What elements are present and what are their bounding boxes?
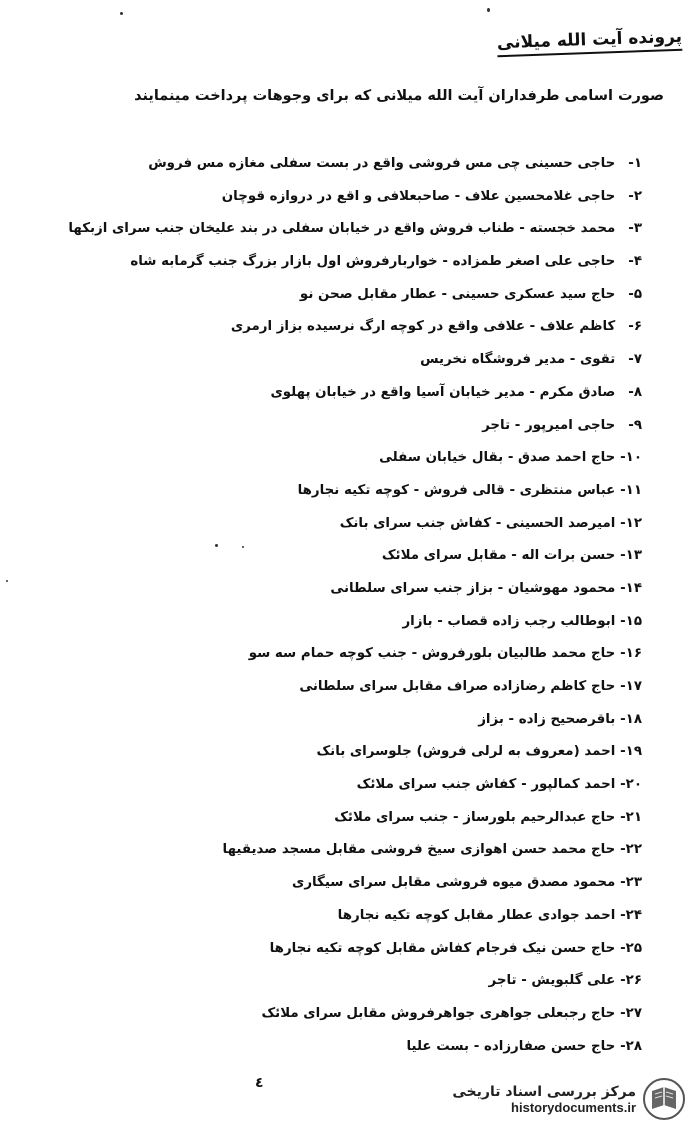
list-item [12,279,642,312]
list-item [12,377,642,410]
list-item [12,540,642,573]
list-item [12,573,642,606]
item-number: ۲۶- [620,973,642,989]
item-text: حاج حسن صفارزاده - بست علیا [406,1038,616,1054]
names-list [12,148,642,1063]
item-number: ۱۵- [620,613,642,629]
item-text: علی گلبویش - تاجر [488,973,616,989]
list-item [12,671,642,704]
document-heading: صورت اسامی طرفداران آیت الله میلانی که برای وجوهات پرداخت مینمایند [134,88,664,104]
item-text: حاجی حسینی چی مس فروشی واقع در بست سفلی مغازه مس فروش [148,156,616,171]
item-text: حاج احمد صدق - بقال خیابان سفلی [379,450,616,466]
list-item [12,900,642,933]
item-text: کاظم علاف - علافی واقع در کوچه ارگ نرسیده بزاز ارمری [230,319,616,335]
item-number: ۱۰- [620,450,642,466]
item-number: ۴- [628,254,642,270]
item-text: باقرصحیح زاده - بزاز [478,711,616,727]
list-item [12,998,642,1031]
item-number: ۳- [628,221,642,237]
item-number: ۱۴- [620,580,642,596]
item-text: حاج حسن نیک فرجام کفاش مقابل کوچه تکیه نجارها [269,940,616,956]
item-number: ۲۴- [620,907,642,923]
list-item [12,638,642,671]
list-item [12,410,642,443]
list-item [12,442,642,475]
item-text: حاج محمد طالبیان بلورفروش - جنب کوچه حمام سه سو [248,646,616,662]
item-text: صادق مکرم - مدیر خیابان آسیا واقع در خیابان پهلوی [270,384,616,400]
item-text: احمد کمالپور - کفاش جنب سرای ملائک [356,777,616,793]
watermark-title: مرکز بررسی اسناد تاریخی [452,1083,636,1100]
item-number: ۶- [628,319,642,335]
item-number: ۱۱- [620,482,642,498]
item-text: عباس منتظری - قالی فروش - کوچه تکیه نجارها [297,482,616,498]
list-item [12,148,642,181]
corner-note: پرونده آیت الله میلانی [496,27,682,57]
item-number: ۱۳- [620,548,642,564]
item-text: حاج رجبعلی جواهری جواهرفروش مقابل سرای ملائک [261,1005,616,1021]
item-text: حاجی غلامحسین علاف - صاحبعلافی و اقع در دروازه قوچان [221,188,616,204]
watermark [446,1073,692,1125]
scan-speck [487,8,490,12]
item-number: ۲۱- [620,809,642,825]
item-number: ۱- [628,156,642,171]
item-text: حسن برات اله - مقابل سرای ملائک [381,548,616,564]
list-item [12,704,642,737]
item-text: محمود مهوشیان - بزاز جنب سرای سلطانی [330,580,616,596]
scan-speck [120,12,123,15]
item-number: ۲۸- [620,1038,642,1054]
page-number: ٤ [255,1075,264,1091]
list-item [12,344,642,377]
item-number: ۱۷- [620,679,642,694]
item-number: ۲۵- [620,940,642,956]
list-item [12,736,642,769]
list-item [12,181,642,214]
item-number: ۲۰- [620,777,642,793]
list-item [12,965,642,998]
item-text: امیرصد الحسینی - کفاش جنب سرای بانک [339,515,616,531]
item-number: ۱۶- [620,646,642,662]
book-logo-icon [642,1077,686,1121]
list-item [12,1031,642,1064]
item-text: حاجی امیرپور - تاجر [482,417,616,433]
item-text: محمد خجسته - طناب فروش واقع در خیابان سفلی در بند علیخان جنب سرای ازبکها [68,221,616,237]
list-item [12,606,642,639]
item-number: ۱۲- [620,515,642,531]
item-text: حاج محمد حسن اهوازی سیخ فروشی مقابل مسجد صدیقیها [222,842,616,858]
item-number: ۲- [628,188,642,204]
item-number: ۲۷- [620,1005,642,1021]
item-number: ۱۹- [620,744,642,760]
scan-speck [6,580,8,582]
item-text: احمد (معروف به لرلی فروش) جلوسرای بانک [316,744,616,760]
item-number: ۷- [628,352,642,368]
item-text: حاج سید عسکری حسینی - عطار مقابل صحن نو [299,286,616,302]
list-item [12,508,642,541]
item-number: ۹- [628,417,642,433]
list-item [12,834,642,867]
item-number: ۵- [628,286,642,302]
list-item [12,802,642,835]
item-text: تقوی - مدیر فروشگاه نخریس [420,352,616,368]
list-item [12,867,642,900]
watermark-url: historydocuments.ir [511,1099,636,1115]
list-item [12,475,642,508]
item-text: حاجی علی اصغر طمزاده - خواربارفروش اول بازار بزرگ جنب گرمابه شاه [130,254,616,270]
list-item [12,769,642,802]
item-text: حاج عبدالرحیم بلورساز - جنب سرای ملائک [334,809,616,825]
item-number: ۸- [628,384,642,400]
item-text: حاج کاظم رضازاده صراف مقابل سرای سلطانی [299,679,616,694]
list-item [12,311,642,344]
item-text: احمد جوادی عطار مقابل کوچه تکیه نجارها [337,907,616,923]
item-number: ۲۳- [620,875,642,891]
item-text: محمود مصدق میوه فروشی مقابل سرای سیگاری [292,875,616,891]
list-item [12,933,642,966]
list-item [12,213,642,246]
list-item [12,246,642,279]
item-text: ابوطالب رجب زاده قصاب - بازار [402,613,616,629]
item-number: ۲۲- [620,842,642,858]
item-number: ۱۸- [620,711,642,727]
